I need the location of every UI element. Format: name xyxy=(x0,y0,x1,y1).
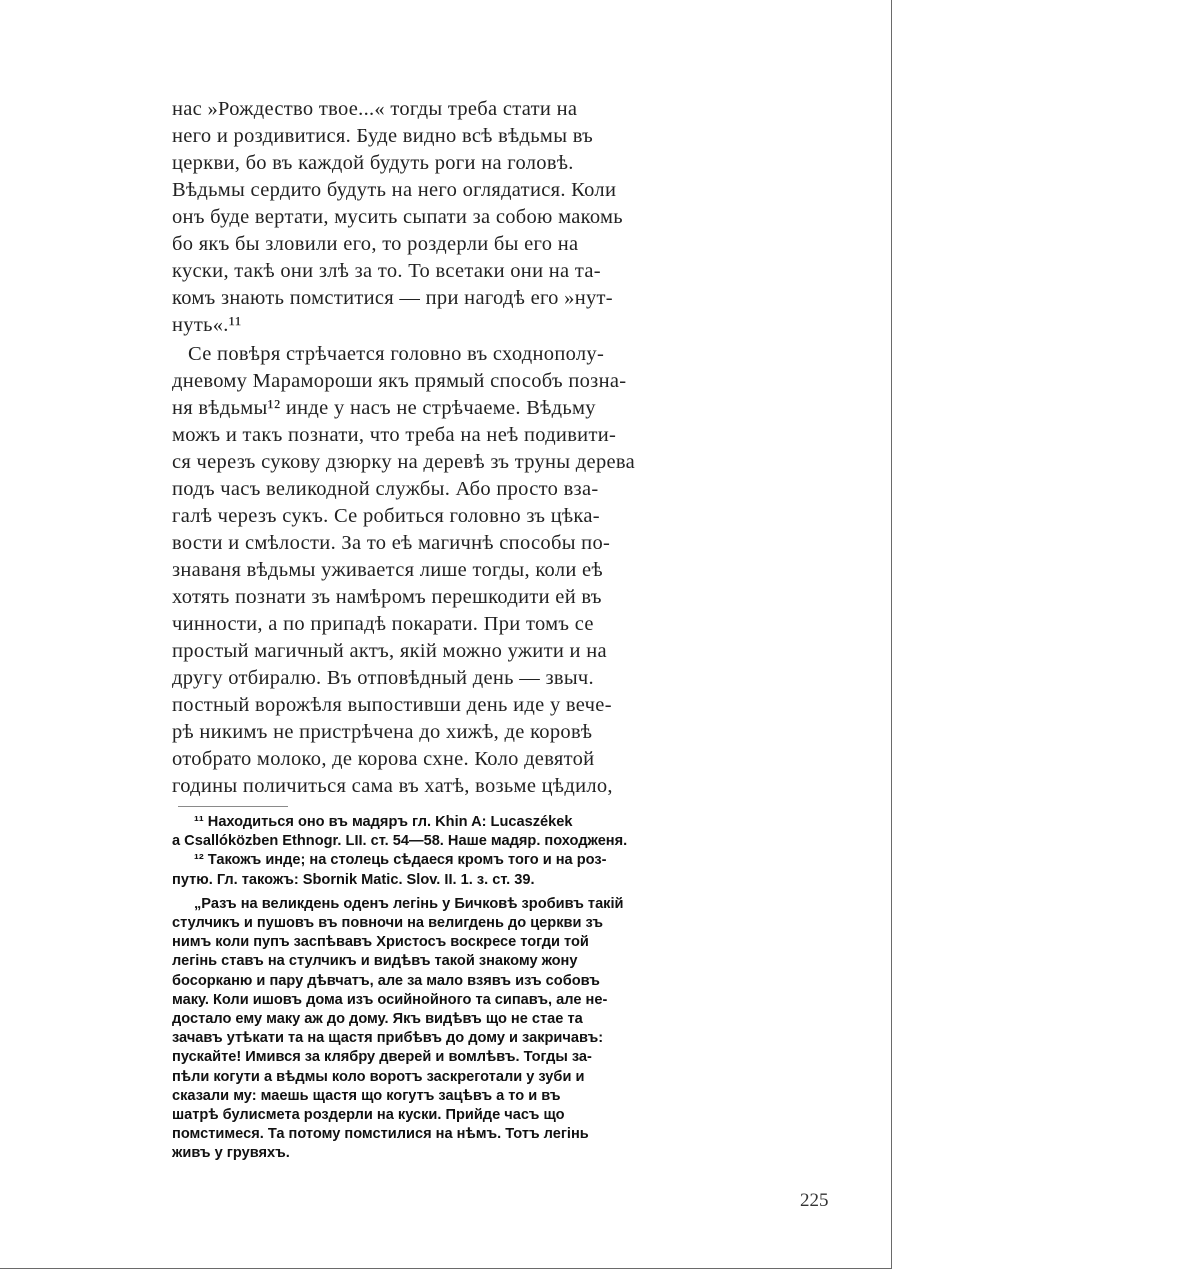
footnote-line: ¹² Такожъ инде; на столець сѣдаеся кромъ того и на роз- xyxy=(194,852,607,869)
footnote-line: a Csallóközben Ethnogr. LII. ст. 54—58. Наше мадяр. походженя. xyxy=(172,833,628,850)
text-line: онъ буде вертати, мусить сыпати за собою макомь xyxy=(172,206,623,228)
footnote-line: босорканю и пару дѣвчатъ, але за мало взявъ изъ собовъ xyxy=(172,972,600,989)
text-line: годины поличиться сама въ хатѣ, возьме цѣдило, xyxy=(172,775,613,797)
footnote-line: „Разъ на великдень оденъ легінь у Бичковѣ зробивъ такій xyxy=(194,895,624,912)
text-line: простый магичный актъ, якій можно ужити и на xyxy=(172,640,607,662)
text-line: ся черезъ сукову дзюрку на деревѣ зъ труны дерева xyxy=(172,451,635,473)
footnote-line: шатрѣ булисмета роздерли на куски. Прийде часъ що xyxy=(172,1107,565,1124)
footnote-11 xyxy=(172,813,732,851)
paragraph-1 xyxy=(172,96,732,339)
footnote-line: живъ у грувяхъ. xyxy=(172,1145,290,1162)
text-line: куски, такѣ они злѣ за то. То всетаки они на та- xyxy=(172,260,601,282)
text-line: подъ часъ великодной службы. Або просто взa- xyxy=(172,478,599,500)
footnote-line: легінь ставъ на стулчикъ и видѣвъ такой знакому жону xyxy=(172,953,578,970)
footnote-divider xyxy=(178,806,288,807)
text-line: дневому Марамороши якъ прямый способъ позна- xyxy=(172,370,627,392)
footnote-line: достало ему маку аж до дому. Якъ видѣвъ що не стае та xyxy=(172,1011,583,1028)
text-line: Се повѣря стрѣчается головно въ сходнополу- xyxy=(188,343,605,365)
footnote-line: нимъ коли пупъ заспѣвавъ Христосъ воскресе тогди той xyxy=(172,934,589,951)
footnote-story xyxy=(172,895,732,1164)
footnote-line: стулчикъ и пушовъ въ повночи на велигдень до церкви зъ xyxy=(172,915,604,932)
footnote-line: пѣли когути а вѣдмы коло воротъ заскреготали у зуби и xyxy=(172,1068,585,1085)
text-line: отобрато молоко, де корова схне. Коло девятой xyxy=(172,748,595,770)
footnote-line: путю. Гл. такожъ: Sbornik Matic. Slov. II. 1. з. ст. 39. xyxy=(172,871,535,888)
text-line: нуть«.¹¹ xyxy=(172,314,242,336)
text-line: комъ знають помститися — при нагодѣ его »нут- xyxy=(172,287,613,309)
text-line: церкви, бо въ каждой будуть роги на головѣ. xyxy=(172,152,574,174)
page-number: 225 xyxy=(800,1190,829,1211)
footnote-line: зачавъ утѣкати та на щастя прибѣвъ до дому и закричавъ: xyxy=(172,1030,604,1047)
text-line: вости и смѣлости. За то еѣ магичнѣ способы по- xyxy=(172,532,611,554)
text-line: постный ворожѣля выпостивши день иде у вечe- xyxy=(172,694,612,716)
text-line: другу отбиралю. Въ отповѣдный день — звыч. xyxy=(172,667,594,689)
text-line: галѣ черезъ сукъ. Се робиться головно зъ цѣка- xyxy=(172,505,600,527)
text-line: бо якъ бы зловили его, то роздерли бы его на xyxy=(172,233,579,255)
footnote-line: маку. Коли ишовъ дома изъ осийнойного та сипавъ, але не- xyxy=(172,991,608,1008)
page-body xyxy=(172,96,732,1164)
text-line: нас »Рождество твое...« тогды треба стати на xyxy=(172,98,578,120)
footnote-12 xyxy=(172,851,732,889)
text-line: чинности, а по припадѣ покарати. При томъ се xyxy=(172,613,594,635)
text-line: хотять познати зъ намѣромъ перешкодити ей въ xyxy=(172,586,602,608)
text-line: можъ и такъ познати, что треба на неѣ подивити- xyxy=(172,424,617,446)
footnote-line: пускайте! Имився за клябру дверей и вомлѣвъ. Тогды за- xyxy=(172,1049,592,1066)
text-line: ня вѣдьмы¹² инде у насъ не стрѣчаеме. Вѣдьму xyxy=(172,397,596,419)
footnote-line: ¹¹ Находиться оно въ мадяръ гл. Khin A: Lucaszékek xyxy=(194,814,573,830)
text-line: Вѣдьмы сердито будуть на него оглядатися. Коли xyxy=(172,179,617,201)
paragraph-2 xyxy=(172,341,732,800)
text-line: рѣ никимъ не пристрѣчена до хижѣ, де коровѣ xyxy=(172,721,593,743)
footnote-line: помстимеся. Та потому помстилися на нѣмъ. Тотъ легінь xyxy=(172,1126,589,1143)
text-line: знаваня вѣдьмы уживается лише тогды, коли еѣ xyxy=(172,559,603,581)
footnote-line: сказали му: маешь щастя що когутъ зацѣвъ а то и въ xyxy=(172,1087,561,1104)
text-line: него и роздивитися. Буде видно всѣ вѣдьмы въ xyxy=(172,125,594,147)
